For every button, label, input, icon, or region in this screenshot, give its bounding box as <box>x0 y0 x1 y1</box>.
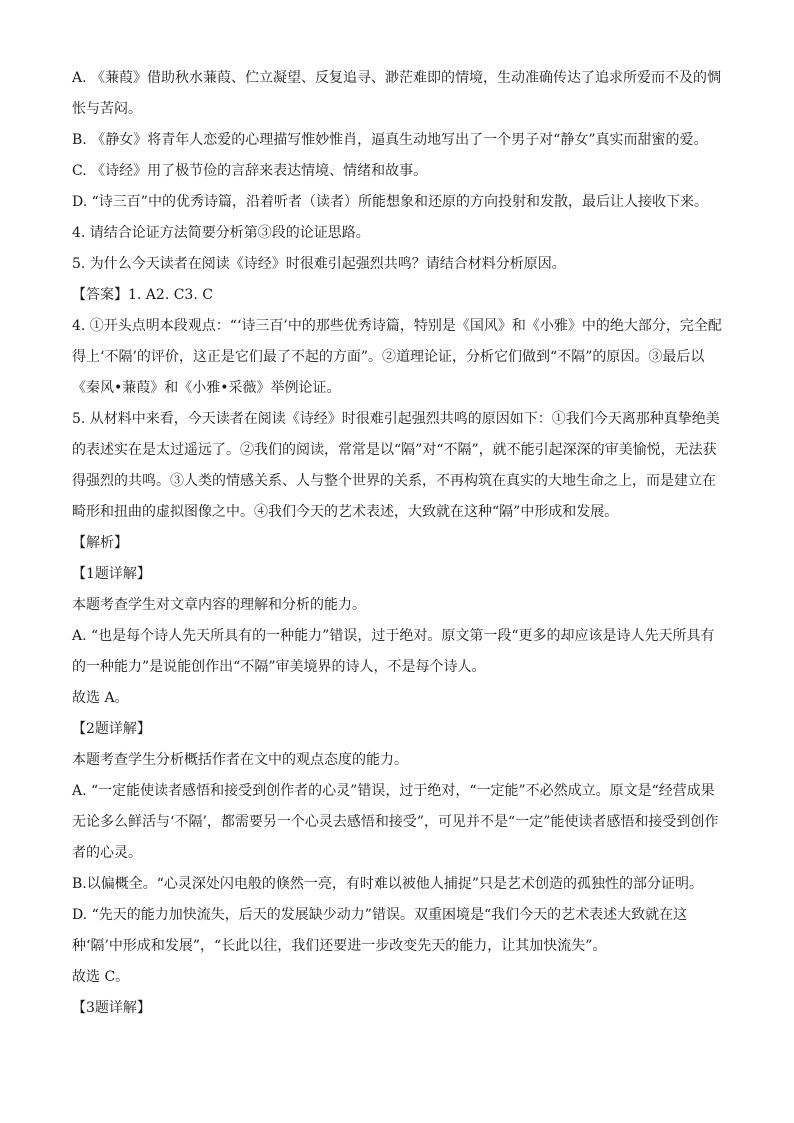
q1-option-a-analysis: A. “也是每个诗人先天所具有的一种能力”错误，过于绝对。原文第一段“更多的却应该是诗人先天所具有的一种能力”是说能创作出“不隔”审美境界的诗人，不是每个诗人。 <box>72 628 715 675</box>
q2-option-b-analysis: B.以偏概全。“心灵深处闪电般的倏然一亮，有时难以被他人捕捉”只是艺术创造的孤独性的部分证明。 <box>72 876 704 892</box>
q3-detail-heading: 【3题详解】 <box>72 1000 151 1016</box>
q2-conclusion: 故选 C。 <box>72 969 130 985</box>
option-c-paragraph: C. 《诗经》用了极节俭的言辞来表达情境、情绪和故事。 <box>72 163 428 179</box>
option-d-paragraph: D. “诗三百”中的优秀诗篇，沿着听者（读者）所能想象和还原的方向投射和发散，最后让人接收下来。 <box>72 194 708 210</box>
q1-conclusion: 故选 A。 <box>72 690 129 706</box>
document-page <box>72 63 724 1024</box>
answer-5-paragraph: 5. 从材料中来看，今天读者在阅读《诗经》时很难引起强烈共鸣的原因如下：①我们今天离那种真挚绝美的表述实在是太过遥远了。②我们的阅读，常常是以“隔”对“不隔”，就不能引起深深的审美愉悦，无法获得强烈的共鸣。③人类的情感关系、人与整个世界的关系，不再构筑在真实的大地生命之上，而是建立在畸形和扭曲的虚拟图像之中。④我们今天的艺术表述，大致就在这种“隔”中形成和发展。 <box>72 411 720 520</box>
q2-intro: 本题考查学生分析概括作者在文中的观点态度的能力。 <box>72 752 408 768</box>
question-5: 5. 为什么今天读者在阅读《诗经》时很难引起强烈共鸣？请结合材料分析原因。 <box>72 256 566 272</box>
option-a-paragraph: A. 《蒹葭》借助秋水蒹葭、伫立凝望、反复追寻、渺茫难即的情境，生动准确传达了追求所爱而不及的惆怅与苦闷。 <box>72 70 722 117</box>
q2-option-a-analysis: A. “一定能使读者感悟和接受到创作者的心灵”错误，过于绝对，“一定能”不必然成立。原文是“经营成果无论多么鲜活与‘不隔’，都需要另一个心灵去感悟和接受”，可见并不是“一定”能使读者感悟和接受到创作者的心灵。 <box>72 783 719 861</box>
analysis-heading: 【解析】 <box>72 535 128 551</box>
q2-detail-heading: 【2题详解】 <box>72 721 151 737</box>
answer-heading: 【答案】1. A2. C3. C <box>72 287 213 303</box>
q2-option-d-analysis: D. “先天的能力加快流失，后天的发展缺少动力”错误。双重困境是“我们今天的艺术表述大致就在这种‘隔’中形成和发展”，“长此以往，我们还要进一步改变先天的能力，让其加快流失”。 <box>72 907 688 954</box>
question-4: 4. 请结合论证方法简要分析第③段的论证思路。 <box>72 225 370 241</box>
answer-4-paragraph: 4. ①开头点明本段观点：“‘诗三百’中的那些优秀诗篇，特别是《国风》和《小雅》中的绝大部分，完全配得上‘不隔’的评价，这正是它们最了不起的方面”。②道理论证，分析它们做到“不隔”的原因。③最后以《秦风•蒹葭》和《小雅•采薇》举例论证。 <box>72 318 722 396</box>
q1-detail-heading: 【1题详解】 <box>72 566 151 582</box>
q1-intro: 本题考查学生对文章内容的理解和分析的能力。 <box>72 597 366 613</box>
option-b-paragraph: B. 《静女》将青年人恋爱的心理描写惟妙惟肖，逼真生动地写出了一个男子对“静女”真实而甜蜜的爱。 <box>72 132 708 148</box>
